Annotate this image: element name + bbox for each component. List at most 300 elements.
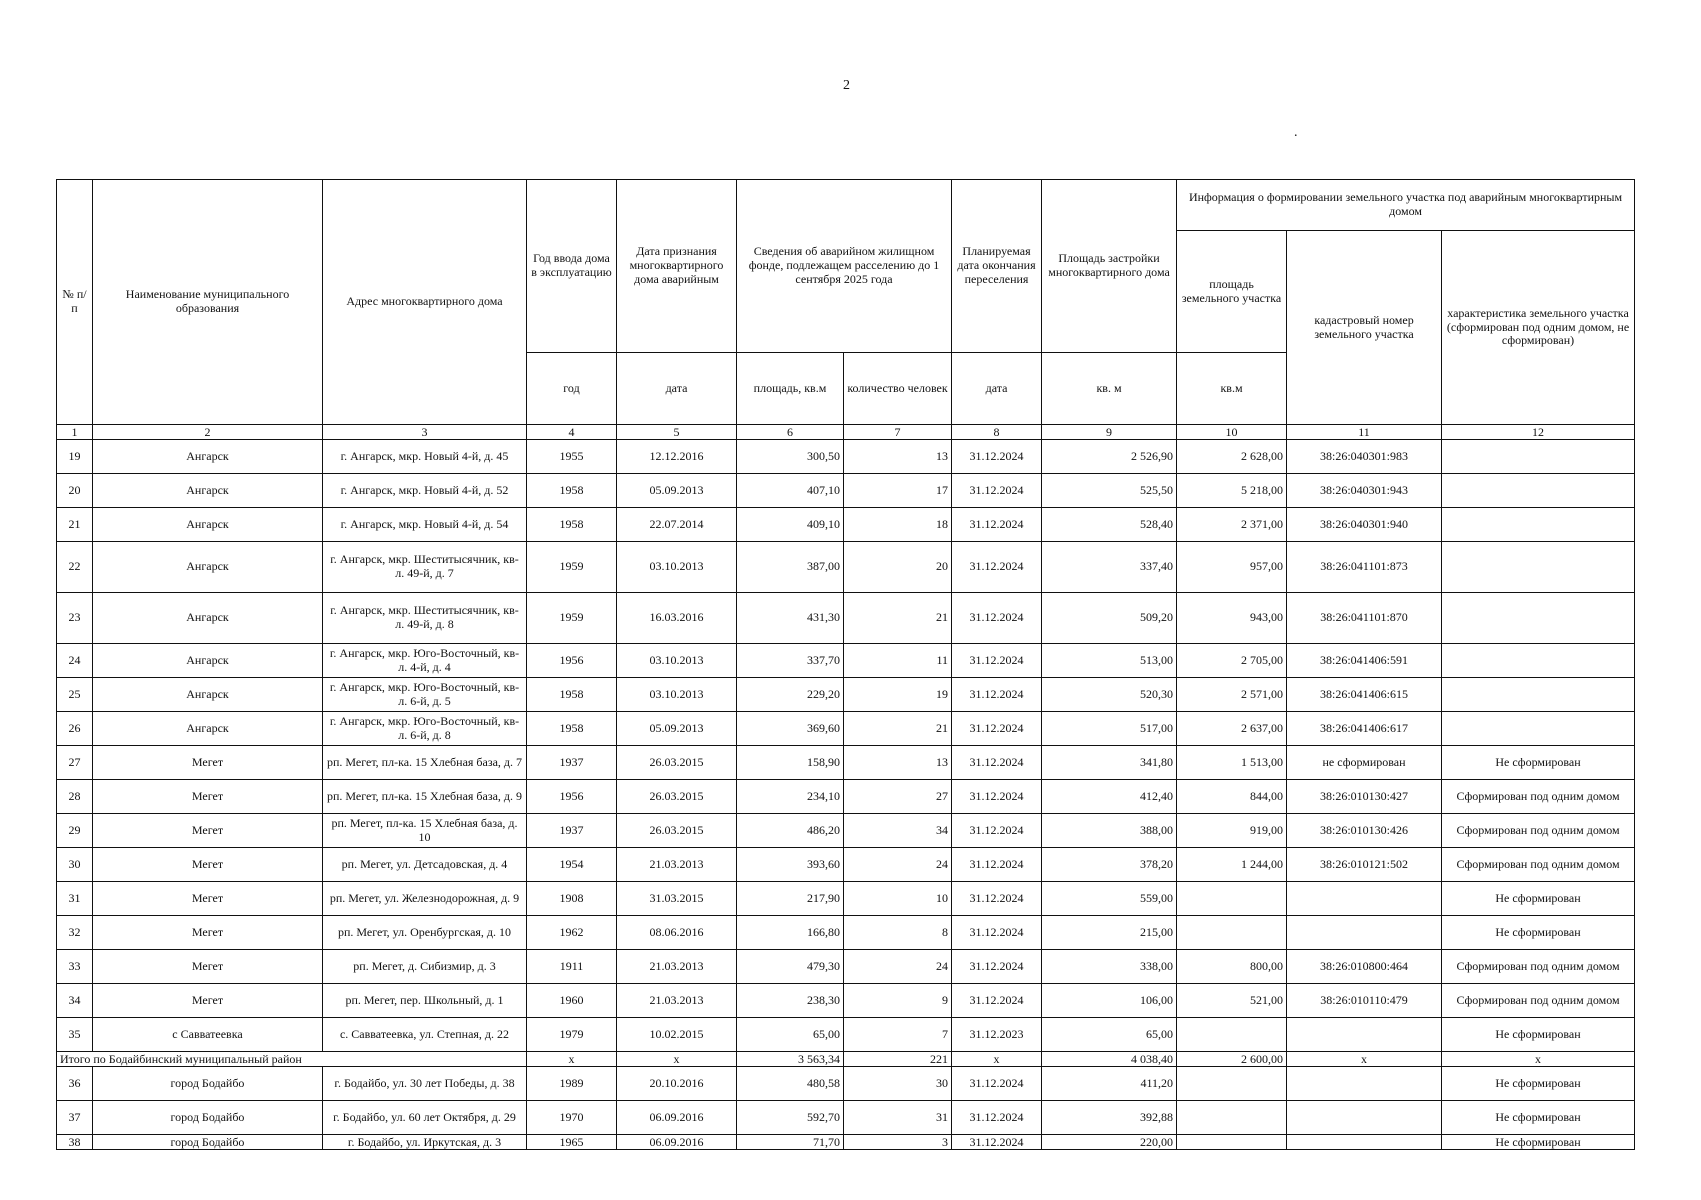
building-area-cell: 388,00 <box>1042 814 1177 848</box>
header-cadastral: кадастровый номер земельного участка <box>1287 231 1442 425</box>
building-area-cell: 411,20 <box>1042 1067 1177 1101</box>
table-header <box>57 180 1635 440</box>
date-cell: 26.03.2015 <box>617 814 737 848</box>
address-cell: рп. Мегет, д. Сибизмир, д. 3 <box>323 950 527 984</box>
column-number: 1 <box>57 425 93 440</box>
year-cell: 1956 <box>527 780 617 814</box>
building-area-cell: 509,20 <box>1042 593 1177 644</box>
date-cell: 03.10.2013 <box>617 678 737 712</box>
year-cell: 1958 <box>527 508 617 542</box>
land-char-cell: Не сформирован <box>1442 1135 1635 1150</box>
land-area-cell <box>1177 916 1287 950</box>
people-cell: 24 <box>844 848 952 882</box>
table-row <box>57 1101 1635 1135</box>
land-area-cell: 2 371,00 <box>1177 508 1287 542</box>
cadastral-cell: не сформирован <box>1287 746 1442 780</box>
cadastral-cell <box>1287 1101 1442 1135</box>
column-number-row <box>57 425 1635 440</box>
year-cell: 1937 <box>527 814 617 848</box>
header-building-area: Площадь застройки многоквартирного дома <box>1042 180 1177 353</box>
row-number: 29 <box>57 814 93 848</box>
land-char-cell <box>1442 678 1635 712</box>
total-label: Итого по Бодайбинский муниципальный район <box>57 1052 527 1067</box>
people-cell: 10 <box>844 882 952 916</box>
column-number: 12 <box>1442 425 1635 440</box>
cadastral-cell: 38:26:010130:426 <box>1287 814 1442 848</box>
land-char-cell: Не сформирован <box>1442 916 1635 950</box>
area-cell: 431,30 <box>737 593 844 644</box>
row-number: 33 <box>57 950 93 984</box>
building-area-cell: 2 526,90 <box>1042 440 1177 474</box>
end-date-cell: 31.12.2024 <box>952 1067 1042 1101</box>
table-row <box>57 746 1635 780</box>
header-land-char: характеристика земельного участка (сформирован под одним домом, не сформирован) <box>1442 231 1635 425</box>
people-cell: 24 <box>844 950 952 984</box>
table-row <box>57 848 1635 882</box>
land-char-cell: Не сформирован <box>1442 1101 1635 1135</box>
column-number: 10 <box>1177 425 1287 440</box>
year-cell: 1970 <box>527 1101 617 1135</box>
area-cell: 337,70 <box>737 644 844 678</box>
land-area-cell: 844,00 <box>1177 780 1287 814</box>
municipality-cell: Мегет <box>93 984 323 1018</box>
area-cell: 369,60 <box>737 712 844 746</box>
date-cell: 08.06.2016 <box>617 916 737 950</box>
end-date-cell: 31.12.2024 <box>952 508 1042 542</box>
header-planned-end: Планируемая дата окончания переселения <box>952 180 1042 353</box>
building-area-cell: 378,20 <box>1042 848 1177 882</box>
row-number: 21 <box>57 508 93 542</box>
end-date-cell: 31.12.2024 <box>952 1101 1042 1135</box>
building-area-cell: 525,50 <box>1042 474 1177 508</box>
end-date-cell: 31.12.2024 <box>952 474 1042 508</box>
date-cell: 26.03.2015 <box>617 746 737 780</box>
row-number: 32 <box>57 916 93 950</box>
land-area-cell <box>1177 1067 1287 1101</box>
land-char-cell: Не сформирован <box>1442 1067 1635 1101</box>
header-emergency-fund: Сведения об аварийном жилищном фонде, подлежащем расселению до 1 сентября 2025 года <box>737 180 952 353</box>
unit-year: год <box>527 353 617 425</box>
year-cell: 1958 <box>527 474 617 508</box>
end-date-cell: 31.12.2024 <box>952 1135 1042 1150</box>
year-cell: 1937 <box>527 746 617 780</box>
area-cell: 166,80 <box>737 916 844 950</box>
date-cell: 05.09.2013 <box>617 712 737 746</box>
total-area-cell: 3 563,34 <box>737 1052 844 1067</box>
year-cell: 1989 <box>527 1067 617 1101</box>
people-cell: 30 <box>844 1067 952 1101</box>
row-number: 34 <box>57 984 93 1018</box>
land-char-cell: Сформирован под одним домом <box>1442 780 1635 814</box>
municipality-cell: Ангарск <box>93 593 323 644</box>
land-char-cell <box>1442 440 1635 474</box>
date-cell: 22.07.2014 <box>617 508 737 542</box>
emergency-housing-table <box>56 179 1635 1150</box>
date-cell: 16.03.2016 <box>617 593 737 644</box>
area-cell: 229,20 <box>737 678 844 712</box>
header-emergency-date: Дата признания многоквартирного дома аварийным <box>617 180 737 353</box>
land-area-cell: 521,00 <box>1177 984 1287 1018</box>
table-row <box>57 542 1635 593</box>
cadastral-cell <box>1287 1067 1442 1101</box>
people-cell: 17 <box>844 474 952 508</box>
people-cell: 21 <box>844 712 952 746</box>
table-row <box>57 882 1635 916</box>
column-number: 9 <box>1042 425 1177 440</box>
end-date-cell: 31.12.2024 <box>952 712 1042 746</box>
area-cell: 407,10 <box>737 474 844 508</box>
cadastral-cell: 38:26:041101:870 <box>1287 593 1442 644</box>
municipality-cell: Мегет <box>93 882 323 916</box>
page-number: 2 <box>843 78 850 93</box>
building-area-cell: 341,80 <box>1042 746 1177 780</box>
total-cad-cell: x <box>1287 1052 1442 1067</box>
end-date-cell: 31.12.2024 <box>952 984 1042 1018</box>
building-area-cell: 337,40 <box>1042 542 1177 593</box>
land-area-cell: 2 637,00 <box>1177 712 1287 746</box>
land-char-cell <box>1442 712 1635 746</box>
area-cell: 65,00 <box>737 1018 844 1052</box>
land-char-cell: Сформирован под одним домом <box>1442 950 1635 984</box>
cadastral-cell: 38:26:041406:617 <box>1287 712 1442 746</box>
municipality-cell: Мегет <box>93 950 323 984</box>
column-number: 11 <box>1287 425 1442 440</box>
address-cell: г. Ангарск, мкр. Юго-Восточный, кв-л. 6-й, д. 5 <box>323 678 527 712</box>
total-people-cell: 221 <box>844 1052 952 1067</box>
building-area-cell: 392,88 <box>1042 1101 1177 1135</box>
date-cell: 03.10.2013 <box>617 644 737 678</box>
land-char-cell <box>1442 542 1635 593</box>
land-area-cell: 1 513,00 <box>1177 746 1287 780</box>
address-cell: г. Ангарск, мкр. Новый 4-й, д. 54 <box>323 508 527 542</box>
people-cell: 11 <box>844 644 952 678</box>
date-cell: 26.03.2015 <box>617 780 737 814</box>
cadastral-cell: 38:26:041406:591 <box>1287 644 1442 678</box>
date-cell: 21.03.2013 <box>617 950 737 984</box>
municipality-cell: Мегет <box>93 848 323 882</box>
land-area-cell: 943,00 <box>1177 593 1287 644</box>
year-cell: 1956 <box>527 644 617 678</box>
year-cell: 1958 <box>527 678 617 712</box>
building-area-cell: 106,00 <box>1042 984 1177 1018</box>
municipality-cell: Ангарск <box>93 440 323 474</box>
municipality-cell: Мегет <box>93 780 323 814</box>
land-area-cell: 800,00 <box>1177 950 1287 984</box>
people-cell: 7 <box>844 1018 952 1052</box>
year-cell: 1955 <box>527 440 617 474</box>
unit-people: количество человек <box>844 353 952 425</box>
address-cell: рп. Мегет, ул. Железнодорожная, д. 9 <box>323 882 527 916</box>
building-area-cell: 513,00 <box>1042 644 1177 678</box>
row-number: 31 <box>57 882 93 916</box>
table-row <box>57 712 1635 746</box>
header-address: Адрес многоквартирного дома <box>323 180 527 425</box>
row-number: 26 <box>57 712 93 746</box>
row-number: 30 <box>57 848 93 882</box>
address-cell: г. Ангарск, мкр. Шеститысячник, кв-л. 49-й, д. 8 <box>323 593 527 644</box>
table-row <box>57 644 1635 678</box>
land-area-cell <box>1177 1135 1287 1150</box>
table-row <box>57 1135 1635 1150</box>
end-date-cell: 31.12.2024 <box>952 593 1042 644</box>
end-date-cell: 31.12.2024 <box>952 780 1042 814</box>
building-area-cell: 215,00 <box>1042 916 1177 950</box>
year-cell: 1962 <box>527 916 617 950</box>
people-cell: 19 <box>844 678 952 712</box>
people-cell: 34 <box>844 814 952 848</box>
land-char-cell: Не сформирован <box>1442 1018 1635 1052</box>
area-cell: 238,30 <box>737 984 844 1018</box>
date-cell: 21.03.2013 <box>617 984 737 1018</box>
date-cell: 31.03.2015 <box>617 882 737 916</box>
unit-date-end: дата <box>952 353 1042 425</box>
municipality-cell: город Бодайбо <box>93 1067 323 1101</box>
header-municipality: Наименование муниципального образования <box>93 180 323 425</box>
end-date-cell: 31.12.2024 <box>952 950 1042 984</box>
address-cell: г. Ангарск, мкр. Новый 4-й, д. 45 <box>323 440 527 474</box>
row-number: 28 <box>57 780 93 814</box>
total-year-cell: x <box>527 1052 617 1067</box>
end-date-cell: 31.12.2024 <box>952 848 1042 882</box>
row-number: 19 <box>57 440 93 474</box>
year-cell: 1959 <box>527 593 617 644</box>
building-area-cell: 517,00 <box>1042 712 1177 746</box>
cadastral-cell: 38:26:041406:615 <box>1287 678 1442 712</box>
people-cell: 9 <box>844 984 952 1018</box>
total-barea-cell: 4 038,40 <box>1042 1052 1177 1067</box>
total-end-cell: x <box>952 1052 1042 1067</box>
land-char-cell <box>1442 508 1635 542</box>
year-cell: 1979 <box>527 1018 617 1052</box>
municipality-cell: Ангарск <box>93 712 323 746</box>
row-number: 23 <box>57 593 93 644</box>
row-number: 25 <box>57 678 93 712</box>
people-cell: 18 <box>844 508 952 542</box>
municipality-cell: Ангарск <box>93 508 323 542</box>
row-number: 20 <box>57 474 93 508</box>
address-cell: г. Ангарск, мкр. Новый 4-й, д. 52 <box>323 474 527 508</box>
total-larea-cell: 2 600,00 <box>1177 1052 1287 1067</box>
address-cell: с. Савватеевка, ул. Степная, д. 22 <box>323 1018 527 1052</box>
area-cell: 479,30 <box>737 950 844 984</box>
date-cell: 20.10.2016 <box>617 1067 737 1101</box>
column-number: 5 <box>617 425 737 440</box>
cadastral-cell: 38:26:010110:479 <box>1287 984 1442 1018</box>
address-cell: рп. Мегет, пл-ка. 15 Хлебная база, д. 10 <box>323 814 527 848</box>
table-row <box>57 593 1635 644</box>
cadastral-cell: 38:26:040301:983 <box>1287 440 1442 474</box>
column-number: 7 <box>844 425 952 440</box>
total-date-cell: x <box>617 1052 737 1067</box>
people-cell: 27 <box>844 780 952 814</box>
municipality-cell: Ангарск <box>93 474 323 508</box>
municipality-cell: Ангарск <box>93 644 323 678</box>
land-char-cell: Не сформирован <box>1442 746 1635 780</box>
year-cell: 1911 <box>527 950 617 984</box>
table-row <box>57 984 1635 1018</box>
table-row <box>57 474 1635 508</box>
year-cell: 1960 <box>527 984 617 1018</box>
header-land-area: площадь земельного участка <box>1177 231 1287 353</box>
address-cell: г. Ангарск, мкр. Юго-Восточный, кв-л. 4-й, д. 4 <box>323 644 527 678</box>
land-char-cell <box>1442 644 1635 678</box>
year-cell: 1958 <box>527 712 617 746</box>
cadastral-cell: 38:26:040301:940 <box>1287 508 1442 542</box>
area-cell: 217,90 <box>737 882 844 916</box>
date-cell: 12.12.2016 <box>617 440 737 474</box>
address-cell: г. Ангарск, мкр. Юго-Восточный, кв-л. 6-й, д. 8 <box>323 712 527 746</box>
land-char-cell: Сформирован под одним домом <box>1442 984 1635 1018</box>
header-year-commissioned: Год ввода дома в эксплуатацию <box>527 180 617 353</box>
area-cell: 387,00 <box>737 542 844 593</box>
address-cell: г. Ангарск, мкр. Шеститысячник, кв-л. 49-й, д. 7 <box>323 542 527 593</box>
land-area-cell <box>1177 1018 1287 1052</box>
cadastral-cell <box>1287 882 1442 916</box>
building-area-cell: 520,30 <box>1042 678 1177 712</box>
unit-date: дата <box>617 353 737 425</box>
end-date-cell: 31.12.2023 <box>952 1018 1042 1052</box>
address-cell: рп. Мегет, пер. Школьный, д. 1 <box>323 984 527 1018</box>
cadastral-cell: 38:26:010800:464 <box>1287 950 1442 984</box>
unit-area: площадь, кв.м <box>737 353 844 425</box>
land-char-cell <box>1442 474 1635 508</box>
table-body <box>57 440 1635 1150</box>
row-number: 37 <box>57 1101 93 1135</box>
end-date-cell: 31.12.2024 <box>952 644 1042 678</box>
year-cell: 1959 <box>527 542 617 593</box>
municipality-cell: Ангарск <box>93 678 323 712</box>
table-row <box>57 678 1635 712</box>
cadastral-cell <box>1287 1135 1442 1150</box>
land-char-cell <box>1442 593 1635 644</box>
column-number: 4 <box>527 425 617 440</box>
date-cell: 21.03.2013 <box>617 848 737 882</box>
area-cell: 234,10 <box>737 780 844 814</box>
table-row <box>57 950 1635 984</box>
cadastral-cell: 38:26:010121:502 <box>1287 848 1442 882</box>
land-area-cell: 5 218,00 <box>1177 474 1287 508</box>
building-area-cell: 65,00 <box>1042 1018 1177 1052</box>
people-cell: 8 <box>844 916 952 950</box>
table-row <box>57 508 1635 542</box>
row-number: 27 <box>57 746 93 780</box>
column-number: 3 <box>323 425 527 440</box>
total-row <box>57 1052 1635 1067</box>
land-char-cell: Не сформирован <box>1442 882 1635 916</box>
cadastral-cell <box>1287 1018 1442 1052</box>
end-date-cell: 31.12.2024 <box>952 678 1042 712</box>
land-area-cell <box>1177 1101 1287 1135</box>
table-row <box>57 916 1635 950</box>
land-area-cell: 2 705,00 <box>1177 644 1287 678</box>
row-number: 24 <box>57 644 93 678</box>
date-cell: 06.09.2016 <box>617 1135 737 1150</box>
building-area-cell: 338,00 <box>1042 950 1177 984</box>
year-cell: 1908 <box>527 882 617 916</box>
header-land-info: Информация о формировании земельного участка под аварийным многоквартирным домом <box>1177 180 1635 231</box>
land-char-cell: Сформирован под одним домом <box>1442 814 1635 848</box>
land-area-cell: 957,00 <box>1177 542 1287 593</box>
year-cell: 1954 <box>527 848 617 882</box>
people-cell: 3 <box>844 1135 952 1150</box>
land-area-cell: 919,00 <box>1177 814 1287 848</box>
municipality-cell: Мегет <box>93 916 323 950</box>
address-cell: г. Бодайбо, ул. Иркутская, д. 3 <box>323 1135 527 1150</box>
people-cell: 20 <box>844 542 952 593</box>
address-cell: рп. Мегет, пл-ка. 15 Хлебная база, д. 7 <box>323 746 527 780</box>
people-cell: 31 <box>844 1101 952 1135</box>
address-cell: рп. Мегет, ул. Оренбургская, д. 10 <box>323 916 527 950</box>
table-row <box>57 814 1635 848</box>
end-date-cell: 31.12.2024 <box>952 746 1042 780</box>
column-number: 8 <box>952 425 1042 440</box>
column-number: 6 <box>737 425 844 440</box>
municipality-cell: Ангарск <box>93 542 323 593</box>
address-cell: г. Бодайбо, ул. 60 лет Октября, д. 29 <box>323 1101 527 1135</box>
table-row <box>57 440 1635 474</box>
building-area-cell: 412,40 <box>1042 780 1177 814</box>
header-num: № п/п <box>57 180 93 425</box>
area-cell: 158,90 <box>737 746 844 780</box>
municipality-cell: Мегет <box>93 746 323 780</box>
area-cell: 393,60 <box>737 848 844 882</box>
end-date-cell: 31.12.2024 <box>952 542 1042 593</box>
address-cell: г. Бодайбо, ул. 30 лет Победы, д. 38 <box>323 1067 527 1101</box>
date-cell: 10.02.2015 <box>617 1018 737 1052</box>
land-area-cell: 2 628,00 <box>1177 440 1287 474</box>
year-cell: 1965 <box>527 1135 617 1150</box>
unit-sqm: кв. м <box>1042 353 1177 425</box>
stray-mark: . <box>1294 125 1298 140</box>
area-cell: 486,20 <box>737 814 844 848</box>
row-number: 38 <box>57 1135 93 1150</box>
land-area-cell <box>1177 882 1287 916</box>
address-cell: рп. Мегет, ул. Детсадовская, д. 4 <box>323 848 527 882</box>
cadastral-cell: 38:26:041101:873 <box>1287 542 1442 593</box>
table-row <box>57 780 1635 814</box>
end-date-cell: 31.12.2024 <box>952 440 1042 474</box>
date-cell: 06.09.2016 <box>617 1101 737 1135</box>
area-cell: 409,10 <box>737 508 844 542</box>
row-number: 22 <box>57 542 93 593</box>
building-area-cell: 220,00 <box>1042 1135 1177 1150</box>
people-cell: 13 <box>844 440 952 474</box>
building-area-cell: 528,40 <box>1042 508 1177 542</box>
row-number: 36 <box>57 1067 93 1101</box>
area-cell: 592,70 <box>737 1101 844 1135</box>
municipality-cell: город Бодайбо <box>93 1101 323 1135</box>
area-cell: 480,58 <box>737 1067 844 1101</box>
area-cell: 71,70 <box>737 1135 844 1150</box>
column-number: 2 <box>93 425 323 440</box>
municipality-cell: Мегет <box>93 814 323 848</box>
table-row <box>57 1067 1635 1101</box>
address-cell: рп. Мегет, пл-ка. 15 Хлебная база, д. 9 <box>323 780 527 814</box>
total-char-cell: x <box>1442 1052 1635 1067</box>
land-area-cell: 1 244,00 <box>1177 848 1287 882</box>
end-date-cell: 31.12.2024 <box>952 814 1042 848</box>
cadastral-cell: 38:26:010130:427 <box>1287 780 1442 814</box>
date-cell: 05.09.2013 <box>617 474 737 508</box>
cadastral-cell: 38:26:040301:943 <box>1287 474 1442 508</box>
land-char-cell: Сформирован под одним домом <box>1442 848 1635 882</box>
people-cell: 21 <box>844 593 952 644</box>
land-area-cell: 2 571,00 <box>1177 678 1287 712</box>
end-date-cell: 31.12.2024 <box>952 882 1042 916</box>
municipality-cell: город Бодайбо <box>93 1135 323 1150</box>
row-number: 35 <box>57 1018 93 1052</box>
unit-sqm-land: кв.м <box>1177 353 1287 425</box>
